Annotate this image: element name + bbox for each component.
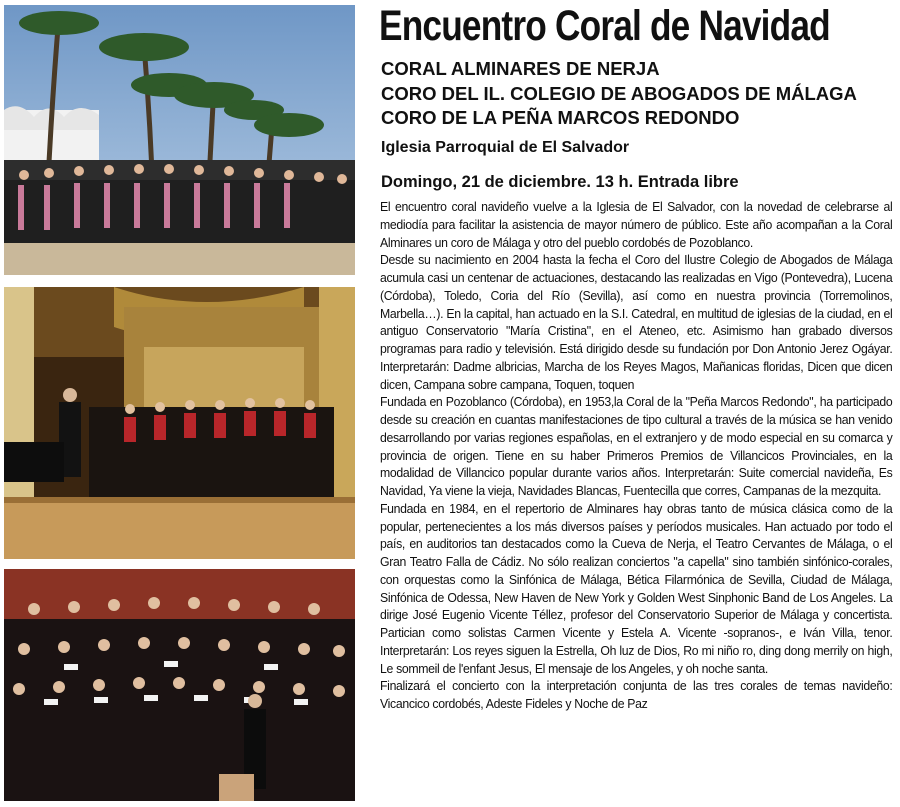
paragraph: Desde su nacimiento en 2004 hasta la fecha el Coro del Ilustre Colegio de Abogados de Málaga acumula casi un centenar de actuaciones, destacando las realizadas en Vigo (Pontevedra), Lucena (Córdoba), Toledo, Coria del Río (Sevilla), así como en nuestra provincia (Torremolinos, Marbella…). En la capital, han actuado en la S.I. Catedral, en multitud de iglesias de la ciudad, en el antiguo Conservatorio "María Cristina", en el Ateneo, etc. Asimismo han grabado diversos programas para radio y televisión. Está dirigido desde su fundación por Don Antonio Jerez Ogáyar. Interpretarán: Dadme albricias, Marcha de los Reyes Magos, Mañanicas floridas, Dicen que dicen dicen, Campana sobre campana, Toquen, toquen [380,252,893,392]
photo-choir-outdoor-palms [4,5,355,275]
paragraph: Fundada en Pozoblanco (Córdoba), en 1953,la Coral de la "Peña Marcos Redondo", ha participado desde su creación en cuantas manifestaciones de tipo cultural a través de la música se han venido desarrollando por varias regiones españolas, en el extranjero y de modo especial en su comarca y provincia de origen. Tiene en su haber Primeros Premios de Villancicos Provinciales, en la modalidad de Villancico popular durante varios años. Interpretarán: Suite comercial navideña, Es Navidad, Ya viene la vieja, Navidades Blancas, Fuentecilla que corres, Campanas de la mezquita. [380,394,893,498]
photo-choir-stage-theater [4,287,355,559]
photo-concert-image [4,569,355,801]
photo-outdoor-image [4,5,355,275]
choir-name: CORO DEL IL. COLEGIO DE ABOGADOS DE MÁLAGA [381,82,857,104]
page-title: Encuentro Coral de Navidad [379,2,830,50]
photo-choir-red-backdrop [4,569,355,801]
paragraph: El encuentro coral navideño vuelve a la Iglesia de El Salvador, con la novedad de celebrarse al mediodía para facilitar la asistencia de mayor número de público. Este año acompañan a la Coral Alminares un coro de Málaga y otro del pueblo cordobés de Pozoblanco. [380,199,893,250]
article-body [380,198,892,713]
venue-name: Iglesia Parroquial de El Salvador [381,139,630,156]
paragraph: Finalizará el concierto con la interpretación conjunta de las tres corales de temas navideño: Vicancico cordobés, Adeste Fideles y Noche de Paz [380,678,893,711]
photo-stage-image [4,287,355,559]
paragraph: Fundada en 1984, en el repertorio de Alminares hay obras tanto de música clásica como de la popular, pertenecientes a los más diversos países y períodos musicales. Han actuado por todo el país, en auditorios tan destacados como la Cueva de Nerja, el Teatro Cervantes de Málaga, o el Gran Teatro Falla de Cádiz. No sólo realizan conciertos "a capella" sino también sinfónico-corales, con orquestas como la Sinfónica de Málaga, Bética Filarmónica de Sevilla, Ciudad de Málaga, Sinfónica de Odessa, New Haven de New York y Golden West Sinphonic Band de Los Angeles. La dirige José Eugenio Vicente Téllez, profesor del Conservatorio Superior de Málaga y concertista. Partician como solistas Carmen Vicente y Estela A. Vicente -sopranos-, e Iván Villa, tenor. Interpretarán: Los reyes siguen la Estrella, Oh luz de Dios, Ro mi niño ro, ding dong merrily on high, Le sommeil de l'enfant Jesus, El mensaje de los Angeles, y oh noche santa. [380,500,893,676]
event-date: Domingo, 21 de diciembre. 13 h. Entrada libre [381,173,739,191]
choir-name: CORAL ALMINARES DE NERJA [381,58,660,79]
choir-name: CORO DE LA PEÑA MARCOS REDONDO [381,107,740,128]
choir-list [381,57,895,131]
